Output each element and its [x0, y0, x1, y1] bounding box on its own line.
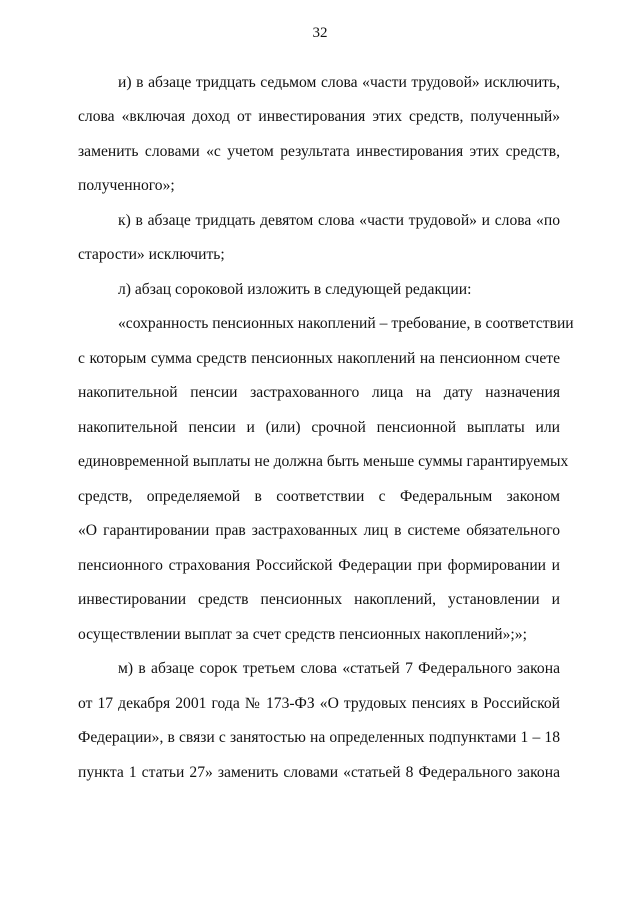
text-line: «сохранность пенсионных накоплений – требование, в соответствии: [118, 315, 574, 332]
text-line: накопительной пенсии застрахованного лица на дату назначения: [78, 384, 560, 401]
text-line: м) в абзаце сорок третьем слова «статьей 7 Федерального закона: [118, 660, 560, 677]
text-line: от 17 декабря 2001 года № 173-ФЗ «О трудовых пенсиях в Российской: [78, 695, 560, 712]
text-line: «О гарантировании прав застрахованных лиц в системе обязательного: [78, 522, 560, 539]
text-line: с которым сумма средств пенсионных накоплений на пенсионном счете: [78, 350, 560, 367]
text-line: средств, определяемой в соответствии с Федеральным законом: [78, 488, 560, 505]
text-line: л) абзац сороковой изложить в следующей редакции:: [118, 281, 472, 298]
text-line: осуществлении выплат за счет средств пенсионных накоплений»;»;: [78, 626, 527, 643]
text-line: инвестировании средств пенсионных накоплений, установлении и: [78, 591, 560, 608]
text-line: и) в абзаце тридцать седьмом слова «части трудовой» исключить,: [118, 74, 560, 91]
text-line: накопительной пенсии и (или) срочной пенсионной выплаты или: [78, 419, 560, 436]
text-line: слова «включая доход от инвестирования этих средств, полученный»: [78, 108, 560, 125]
text-line: пенсионного страхования Российской Федерации при формировании и: [78, 557, 560, 574]
text-line: пункта 1 статьи 27» заменить словами «статьей 8 Федерального закона: [78, 764, 560, 781]
text-line: старости» исключить;: [78, 246, 225, 263]
text-line: полученного»;: [78, 177, 175, 194]
page-number: 32: [312, 25, 328, 41]
text-line: Федерации», в связи с занятостью на определенных подпунктами 1 – 18: [78, 729, 560, 746]
text-line: к) в абзаце тридцать девятом слова «части трудовой» и слова «по: [118, 212, 560, 229]
text-line: заменить словами «с учетом результата инвестирования этих средств,: [78, 143, 560, 160]
text-line: единовременной выплаты не должна быть меньше суммы гарантируемых: [78, 453, 569, 470]
